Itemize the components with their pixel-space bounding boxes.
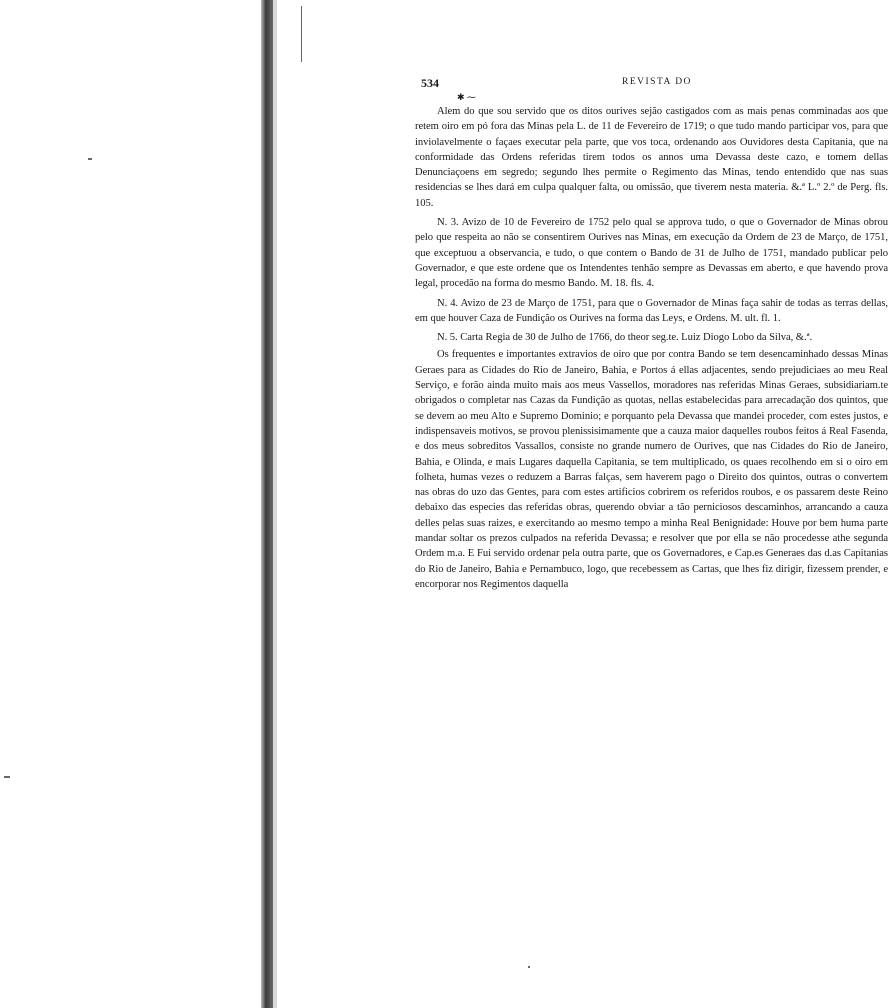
page-number: 534 — [421, 76, 439, 90]
page-body — [415, 104, 888, 592]
running-title: REVISTA DO — [622, 77, 692, 87]
paragraph: Os frequentes e importantes extravios de oiro que por contra Bando se tem desencaminhado dessas Minas Geraes para as Cidades do Rio de Janeiro, Bahia, e Portos á ellas adjacentes, sendo prejudiciaes ao meu Real Serviço, e forão ainda muito mais aos meus Vassellos, moradores nas referidas Minas Geraes, subsidiariam.te obrigados o completar nas Cazas da Fundição as quotas, nellas estabelecidas para arrecadação dos quintos, que se devem ao meu Alto e Supremo Dominio; e porquanto pela Devassa que mandei proceder, com estes justos, e indispensaveis motivos, se provou plenissisimamente que a cauza maior daquelles roubos feitos á Real Fasenda, e dos meus sobreditos Vassallos, consiste no grande numero de Ourives, que nas Cidades do Rio de Janeiro, Bahia, e Olinda, e mais Lugares daquella Capitania, se tem multiplicado, os quaes recolhendo em si o oiro em folheta, humas vezes o reduzem a Barras falças, sem haverem pago o Direito dos quintos, outras o convertem nas obras do uzo das Gentes, para com estes artificios cobrirem os referidos roubos, e os passarem deste Reino debaixo das especies das referidas obras, querendo obviar a tão perniciosos descaminhos, arrancando a cauza delles pelas suas raizes, e exercitando ao mesmo tempo a minha Real Benignidade: Houve por bem huma parte mandar soltar os prezos culpados na referida Devassa; e resolver que por ella se não procedesse athe segunda Ordem m.a. E Fui servido ordenar pela outra parte, que os Governadores, e Cap.es Generaes das d.as Capitanias do Rio de Janeiro, Bahia e Pernambuco, logo, que recebessem as Cartas, que lhes fiz dirigir, fizessem prender, e encorporar nos Regimentos daquella — [415, 349, 888, 590]
ornament-glyph: ✱ ⁓ — [457, 92, 476, 102]
paragraph: N. 5. Carta Regia de 30 de Julho de 1766, do theor seg.te. Luiz Diogo Lobo da Silva, &.ª. — [437, 332, 813, 344]
scan-speck — [4, 776, 10, 778]
scan-speck — [528, 966, 530, 968]
paragraph: Alem do que sou servido que os ditos ourives sejão castigados com as mais penas comminadas aos que retem oiro em pó fora das Minas pela L. de 11 de Fevereiro de 1719; o que tudo mando participar vos, para que inviolavelmente o façaes executar pela parte, que vos toca, ordenando aos Ouvidores desta Capitania, que na conformidade das Ordens referidas tirem todos os annos uma Devassa deste cazo, e tomem dellas Denunciaçoens em segredo; segundo lhes permite o Regimento das Minas, tendo entendido que nas suas residencias se lhes dará em culpa qualquer falta, ou omissão, que tiverem nesta materia. &.ª L.º 2.º de Perg. fls. 105. — [415, 106, 888, 209]
scan-speck — [88, 158, 92, 160]
paragraph: N. 4. Avizo de 23 de Março de 1751, para que o Governador de Minas faça sahir de todas as terras dellas, em que houver Caza de Fundição os Ourives na forma das Leys, e Ordens. M. ult. fl. 1. — [415, 297, 888, 324]
margin-line-mark — [301, 6, 302, 62]
paragraph: N. 3. Avizo de 10 de Fevereiro de 1752 pelo qual se approva tudo, o que o Governador de Minas obrou pelo que respeita ao não se consentirem Ourives nas Minas, em execução da Ordem de 23 de Março, de 1751, que exceptuou a observancia, e tudo, o que contem o Bando de 31 de Julho de 1751, mandado publicar pelo Governador, e que este ordene que os Intendentes tenhão sempre as Devassas em aberto, e que havendo prova legal, procedão na forma do mesmo Bando. M. 18. fls. 4. — [415, 217, 888, 290]
book-spine — [261, 0, 273, 1008]
spine-shadow — [273, 0, 277, 1008]
page-header — [415, 70, 888, 92]
document-page — [415, 70, 888, 596]
